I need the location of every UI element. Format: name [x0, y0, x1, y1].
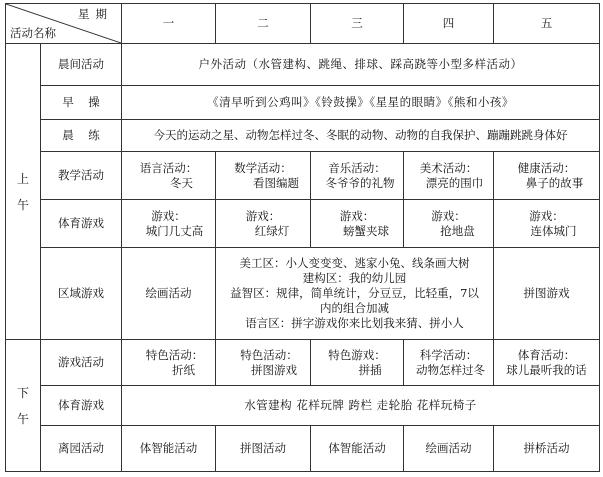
game-pm-cell-mon	[122, 340, 216, 386]
row-leaving	[6, 426, 600, 472]
sports-am-cell-mon	[122, 200, 216, 248]
header-row	[6, 4, 600, 44]
teaching-cell-tue	[216, 152, 311, 200]
section-afternoon-char-1: 下	[16, 385, 29, 400]
row-morning-exercise	[6, 86, 600, 120]
row-area-games	[6, 248, 600, 340]
corner-weekday-label: 星期	[78, 7, 113, 21]
row-sports-afternoon	[6, 386, 600, 426]
activity-name: 球儿最听我的话	[506, 362, 587, 377]
sports-am-cell-thu	[404, 200, 494, 248]
weekly-schedule-table	[5, 3, 600, 472]
section-afternoon	[6, 340, 41, 472]
section-morning-char-2: 午	[16, 197, 29, 212]
row-label: 早 操	[41, 86, 122, 120]
section-morning	[6, 44, 41, 340]
area-line: 美工区：小人变变变、逃家小兔、线条画大树	[239, 256, 470, 270]
area-cell-mon: 绘画活动	[122, 248, 216, 340]
area-line: 语言区：拼字游戏你来比划我来猜、拼小人	[245, 316, 464, 330]
row-label: 体育游戏	[41, 200, 122, 248]
activity-name: 鼻子的故事	[525, 175, 584, 190]
activity-type: 特色游戏：	[328, 347, 386, 362]
sports-am-cell-fri	[494, 200, 600, 248]
row-label: 区域游戏	[41, 248, 122, 340]
day-header-tue: 二	[216, 4, 311, 44]
activity-name: 看图编题	[253, 175, 299, 190]
activity-name: 连体城门	[530, 223, 577, 238]
teaching-cell-wed	[311, 152, 404, 200]
row-teaching	[6, 152, 600, 200]
activity-type: 健康活动：	[517, 160, 576, 175]
row-game-afternoon	[6, 340, 600, 386]
activity-type: 体育活动：	[517, 347, 576, 362]
day-header-mon: 一	[122, 4, 216, 44]
activity-type: 数学活动：	[234, 160, 292, 175]
row-morning-activity	[6, 44, 600, 86]
area-line: 益智区：规律，简单统计，分豆豆，比轻重，7以	[230, 286, 479, 300]
section-morning-char-1: 上	[16, 171, 29, 186]
teaching-cell-fri	[494, 152, 600, 200]
row-label: 晨间活动	[41, 44, 122, 86]
morning-exercise-content: 《清早听到公鸡叫》《铃鼓操》《星星的眼睛》《熊和小孩》	[122, 86, 600, 120]
activity-type: 游戏：	[431, 208, 466, 223]
leaving-cell-thu: 绘画活动	[404, 426, 494, 472]
activity-type: 语言活动：	[139, 160, 198, 175]
section-afternoon-char-2: 午	[16, 411, 29, 426]
row-morning-practice	[6, 120, 600, 152]
activity-name: 城门几丈高	[145, 223, 204, 238]
row-label: 离园活动	[41, 426, 122, 472]
sports-am-cell-tue	[216, 200, 311, 248]
row-label: 教学活动	[41, 152, 122, 200]
day-header-wed: 三	[311, 4, 404, 44]
sports-pm-content: 水管建构 花样玩牌 跨栏 走轮胎 花样玩椅子	[122, 386, 600, 426]
activity-name: 动物怎样过冬	[416, 362, 485, 377]
activity-type: 特色活动：	[145, 347, 204, 362]
leaving-cell-tue: 拼图活动	[216, 426, 311, 472]
row-label: 体育游戏	[41, 386, 122, 426]
leaving-cell-fri: 拼桥活动	[494, 426, 600, 472]
row-label: 晨 练	[41, 120, 122, 152]
game-pm-cell-wed	[311, 340, 404, 386]
game-pm-cell-thu	[404, 340, 494, 386]
area-cell-tue-thu	[216, 248, 494, 340]
activity-name: 拼图游戏	[251, 362, 297, 377]
area-line: 建构区：我的幼儿园	[302, 271, 407, 285]
area-cell-fri: 拼图游戏	[494, 248, 600, 340]
activity-type: 游戏：	[339, 208, 375, 223]
activity-name: 折纸	[172, 362, 195, 377]
leaving-cell-mon: 体智能活动	[122, 426, 216, 472]
sports-am-cell-wed	[311, 200, 404, 248]
leaving-cell-wed: 体智能活动	[311, 426, 404, 472]
area-line: 内的组合加减	[320, 301, 389, 315]
activity-type: 美术活动：	[419, 160, 478, 175]
activity-name: 冬天	[170, 175, 193, 190]
activity-name: 抢地盘	[440, 223, 475, 238]
teaching-cell-mon	[122, 152, 216, 200]
corner-activity-label: 活动名称	[10, 26, 56, 40]
teaching-cell-thu	[404, 152, 494, 200]
morning-activity-content: 户外活动（水管建构、跳绳、排球、踩高跷等小型多样活动）	[122, 44, 600, 86]
activity-type: 科学活动：	[419, 347, 478, 362]
header-corner-cell	[6, 4, 122, 44]
morning-practice-content: 今天的运动之星、动物怎样过冬、冬眠的动物、动物的自我保护、蹦蹦跳跳身体好	[122, 120, 600, 152]
activity-name: 冬爷爷的礼物	[325, 175, 395, 190]
activity-type: 游戏：	[151, 208, 186, 223]
day-header-fri: 五	[494, 4, 600, 44]
activity-type: 特色活动：	[240, 347, 298, 362]
activity-name: 螃蟹夹球	[343, 223, 389, 238]
activity-type: 游戏：	[529, 208, 564, 223]
game-pm-cell-fri	[494, 340, 600, 386]
activity-name: 拼插	[358, 362, 382, 377]
activity-type: 游戏：	[245, 208, 281, 223]
row-label: 游戏活动	[41, 340, 122, 386]
day-header-thu: 四	[404, 4, 494, 44]
activity-name: 红绿灯	[254, 223, 290, 238]
row-sports-morning	[6, 200, 600, 248]
activity-name: 漂亮的围巾	[425, 175, 484, 190]
activity-type: 音乐活动：	[328, 160, 386, 175]
game-pm-cell-tue	[216, 340, 311, 386]
